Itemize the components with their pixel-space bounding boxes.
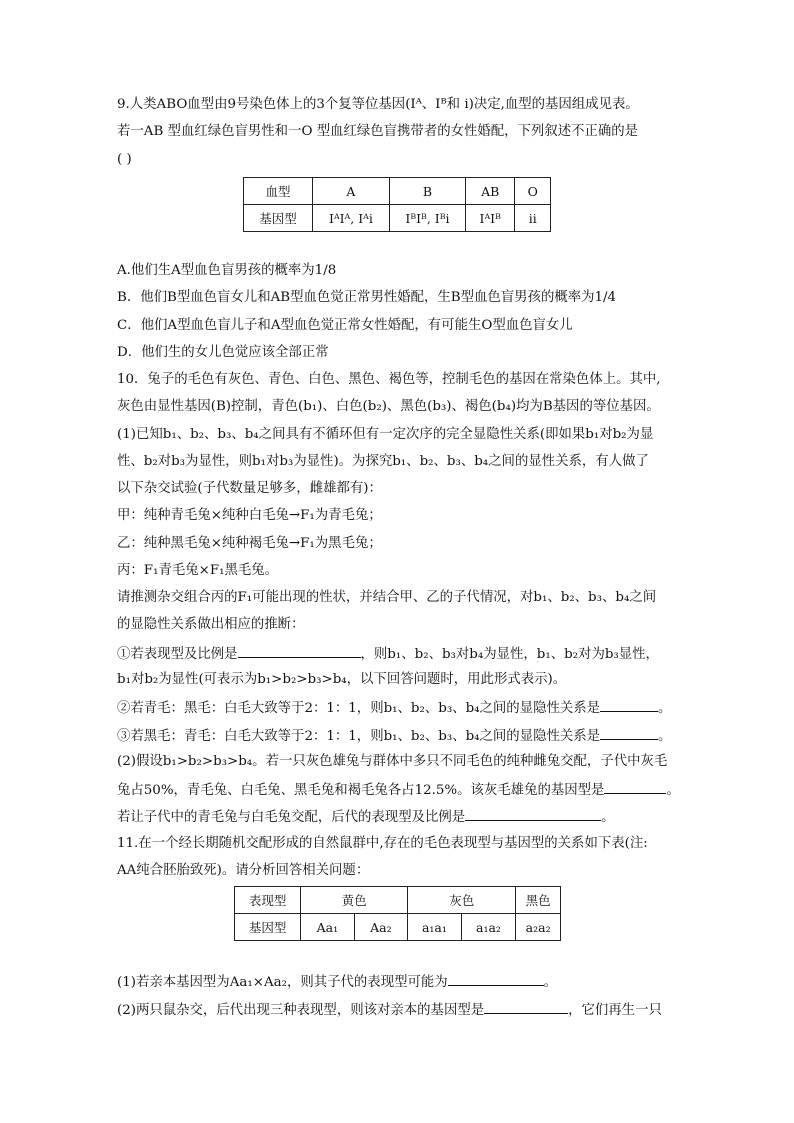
punctuation: 。 [666,783,680,798]
answer-blank[interactable] [448,972,544,986]
q10-line5: 以下杂交试验(子代数量足够多，雌雄都有)： [117,481,382,496]
q9-option-b: B．他们B型血色盲女儿和AB型血色觉正常男性婚配，生B型血色盲男孩的概率为1/4 [117,290,617,305]
q10-part2-line1: (2)假设b₁>b₂>b₃>b₄。若一只灰色雄兔与群体中多只不同毛色的纯种雌兔交配，子代中灰毛 [117,754,668,769]
q10-line4: 性、b₂对b₃为显性，则b₁对b₃为显性)。为探究b₁、b₂、b₃、b₄之间的显性关系，有人做了 [117,454,649,469]
q10-cross-jia: 甲：纯种青毛兔×纯种白毛兔→F₁为青毛兔； [117,508,382,523]
q10-line1: 10．兔子的毛色有灰色、青色、白色、黑色、褐色等，控制毛色的基因在常染色体上。其中, [117,372,661,387]
table-header-cell: 灰色 [408,887,516,914]
table-cell: IᴬIᴬ, Iᴬi [312,205,389,232]
q10-line9: 请推测杂交组合丙的F₁可能出现的性状，并结合甲、乙的子代情况，对b₁、b₂、b₃、b₄之间 [117,590,657,605]
q9-blood-type-table [243,177,551,232]
punctuation: 。 [658,729,672,744]
answer-blank[interactable] [604,780,666,794]
q11-part2 [117,1000,662,1020]
table-row [244,178,551,205]
answer-blank[interactable] [238,644,361,658]
q10-cross-yi: 乙：纯种黑毛兔×纯种褐毛兔→F₁为黑毛兔； [117,536,382,551]
table-cell: a₁a₁ [408,914,462,941]
table-header-cell: 黑色 [516,887,561,914]
q11-line2: AA纯合胚胎致死)。请分析回答相关问题： [117,863,370,878]
q10-part2-line2 [117,780,680,800]
q11-part1-text: (1)若亲本基因型为Aa₁×Aa₂，则其子代的表现型可能为 [117,975,448,990]
q9-answer-paren: ( ) [117,152,132,167]
table-cell: a₁a₂ [461,914,516,941]
q11-line1: 11.在一个经长期随机交配形成的自然鼠群中,存在的毛色表现型与基因型的关系如下表(注: [117,836,648,851]
table-header-cell: O [515,178,551,205]
answer-blank[interactable] [484,1000,568,1014]
table-header-cell: 黄色 [301,887,408,914]
q10-line10: 的显隐性关系做出相应的推断： [117,617,305,632]
q9-stem-line2: 若一AB 型血红绿色盲男性和一O 型血红绿色盲携带者的女性婚配，下列叙述不正确的是 [117,124,639,139]
q10-part2-text: 兔占50%，青毛兔、白毛兔、黑毛兔和褐毛兔各占12.5%。该灰毛雄兔的基因型是 [117,783,605,798]
answer-blank[interactable] [600,726,658,740]
table-row [235,914,561,941]
table-row [235,887,561,914]
table-header-cell: 表现型 [235,887,301,914]
answer-blank[interactable] [465,807,601,821]
table-row [244,205,551,232]
table-cell: 基因型 [235,914,301,941]
q9-stem-line1: 9.人类ABO血型由9号染色体上的3个复等位基因(Iᴬ、Iᴮ和 i)决定,血型的基因组成见表。 [117,97,639,112]
q10-item2-text: ②若青毛：黑毛：白毛大致等于2：1：1，则b₁、b₂、b₃、b₄之间的显隐性关系是 [117,701,601,716]
q9-option-d: D．他们生的女儿色觉应该全部正常 [117,345,329,360]
q9-option-a: A.他们生A型血色盲男孩的概率为1/8 [117,263,337,278]
table-cell: Aa₁ [301,914,355,941]
q11-genotype-table [234,886,561,941]
q10-part2-text2: 若让子代中的青毛兔与白毛兔交配，后代的表现型及比例是 [117,810,466,825]
table-cell: IᴬIᴮ [465,205,514,232]
q10-item1 [117,644,659,664]
table-cell: Aa₂ [354,914,408,941]
q10-item3-text: ③若黑毛：青毛：白毛大致等于2：1：1，则b₁、b₂、b₃、b₄之间的显隐性关系是 [117,729,601,744]
q10-cross-bing: 丙：F₁青毛兔×F₁黑毛兔。 [117,563,279,578]
q10-line2: 灰色由显性基因(B)控制，青色(b₁)、白色(b₂)、黑色(b₃)、褐色(b₄)均为B基因的等位基因。 [117,399,660,414]
answer-blank[interactable] [600,698,658,712]
punctuation: 。 [601,810,615,825]
q10-part2-line3 [117,807,615,827]
q11-part1 [117,972,557,992]
table-header-cell: A [312,178,389,205]
q10-item3 [117,726,671,746]
q10-line3: (1)已知b₁、b₂、b₃、b₄之间具有不循环但有一定次序的完全显隐性关系(即如果b₁对b₂为显 [117,427,654,442]
table-header-cell: 血型 [244,178,313,205]
table-cell: ii [515,205,551,232]
table-cell: a₂a₂ [516,914,561,941]
table-header-cell: B [389,178,465,205]
punctuation: 。 [543,975,558,990]
q10-item1-text: ①若表现型及比例是 [117,647,238,662]
q10-item1-rest: ，则b₁、b₂、b₃对b₄为显性，b₁、b₂对为b₃显性， [360,647,659,662]
punctuation: 。 [658,701,672,716]
q10-item2 [117,698,671,718]
q11-part2-text: (2)两只鼠杂交，后代出现三种表现型，则该对亲本的基因型是 [117,1003,485,1018]
table-cell: IᴮIᴮ, Iᴮi [389,205,465,232]
table-header-cell: AB [465,178,514,205]
q9-option-c: C．他们A型血色盲儿子和A型血色觉正常女性婚配，有可能生O型血色盲女儿 [117,318,573,333]
q10-item1-cont: b₁对b₂为显性(可表示为b₁>b₂>b₃>b₄，以下回答问题时，用此形式表示)。 [117,672,567,687]
q11-part2-rest: ，它们再生一只 [568,1003,662,1018]
table-cell: 基因型 [244,205,313,232]
